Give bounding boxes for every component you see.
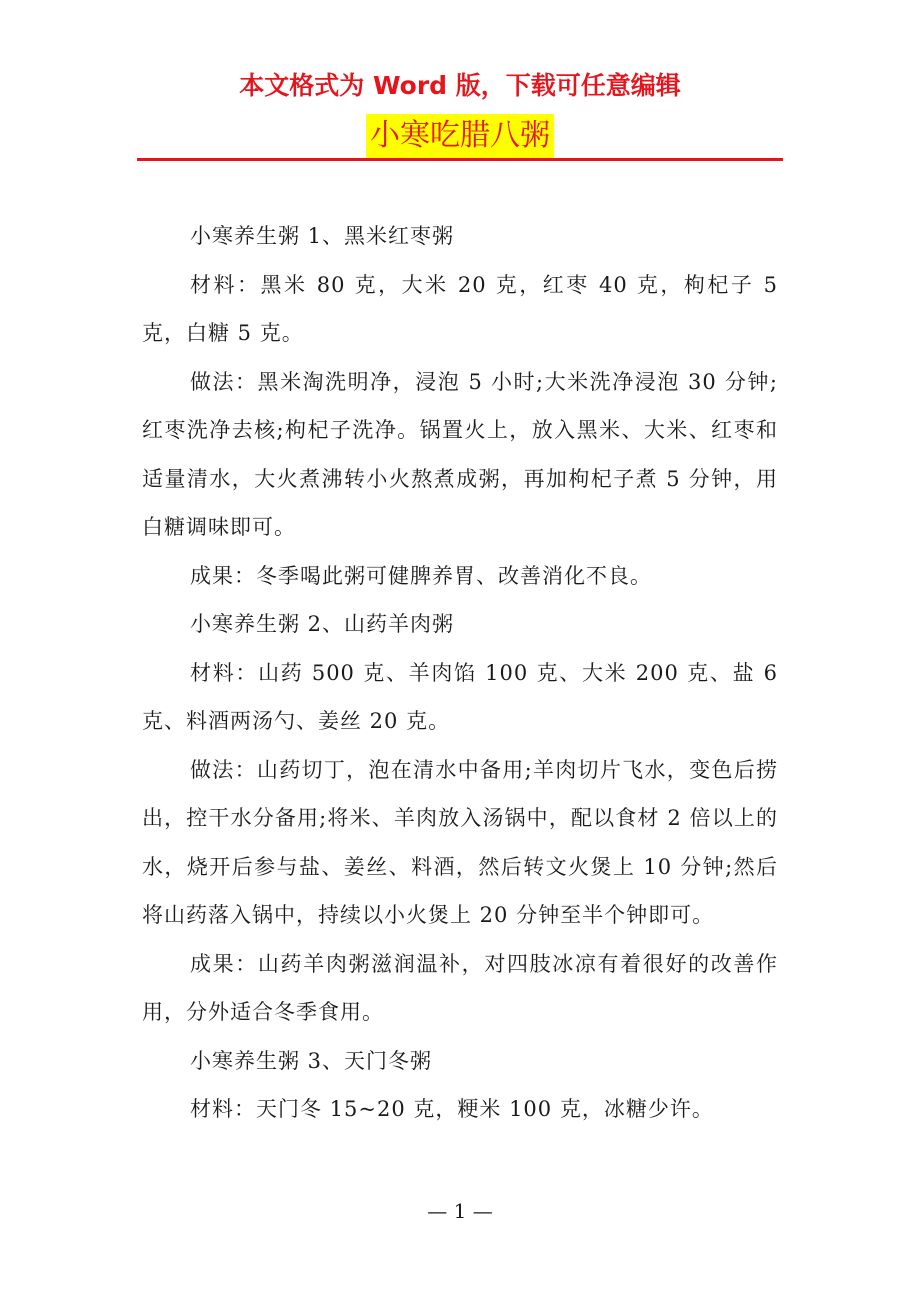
paragraph-ingredients-3: 材料：天门冬 15~20 克，粳米 100 克，冰糖少许。 (190, 1097, 714, 1121)
paragraph-result-1: 成果：冬季喝此粥可健脾养胃、改善消化不良。 (190, 563, 652, 588)
paragraph-ingredients-2: 材料：山药 500 克、羊肉馅 100 克、大米 200 克、盐 6 克、料酒两汤勺、姜丝 20 克。 (142, 660, 778, 733)
format-banner: 本文格式为 Word 版，下载可任意编辑 (239, 71, 681, 100)
paragraph-method-1: 做法：黑米淘洗明净，浸泡 5 小时;大米洗净浸泡 30 分钟;红枣洗净去核;枸杞子洗净。锅置火上，放入黑米、大米、红枣和适量清水，大火煮沸转小火熬煮成粥，再加枸杞子煮 5 分钟，用白糖调味即可。 (142, 369, 778, 539)
title-container (0, 114, 920, 158)
paragraph-method-2: 做法：山药切丁，泡在清水中备用;羊肉切片飞水，变色后捞出，控干水分备用;将米、羊肉放入汤锅中，配以食材 2 倍以上的水，烧开后参与盐、姜丝、料酒，然后转文火煲上 10 分钟;然后将山药落入锅中，持续以小火煲上 20 分钟至半个钟即可。 (142, 757, 778, 927)
paragraph-ingredients-1: 材料：黑米 80 克，大米 20 克，红枣 40 克，枸杞子 5 克，白糖 5 克。 (142, 272, 778, 345)
section-heading-2: 小寒养生粥 2、山药羊肉粥 (190, 612, 455, 636)
page-number: — 1 — (427, 1199, 493, 1223)
paragraph-result-2: 成果：山药羊肉粥滋润温补，对四肢冰凉有着很好的改善作用，分外适合冬季食用。 (142, 951, 778, 1024)
section-heading-1: 小寒养生粥 1、黑米红枣粥 (190, 224, 455, 248)
section-heading-3: 小寒养生粥 3、天门冬粥 (190, 1048, 433, 1073)
document-title: 小寒吃腊八粥 (366, 114, 554, 158)
document-body (142, 212, 778, 1134)
title-divider (137, 158, 783, 161)
